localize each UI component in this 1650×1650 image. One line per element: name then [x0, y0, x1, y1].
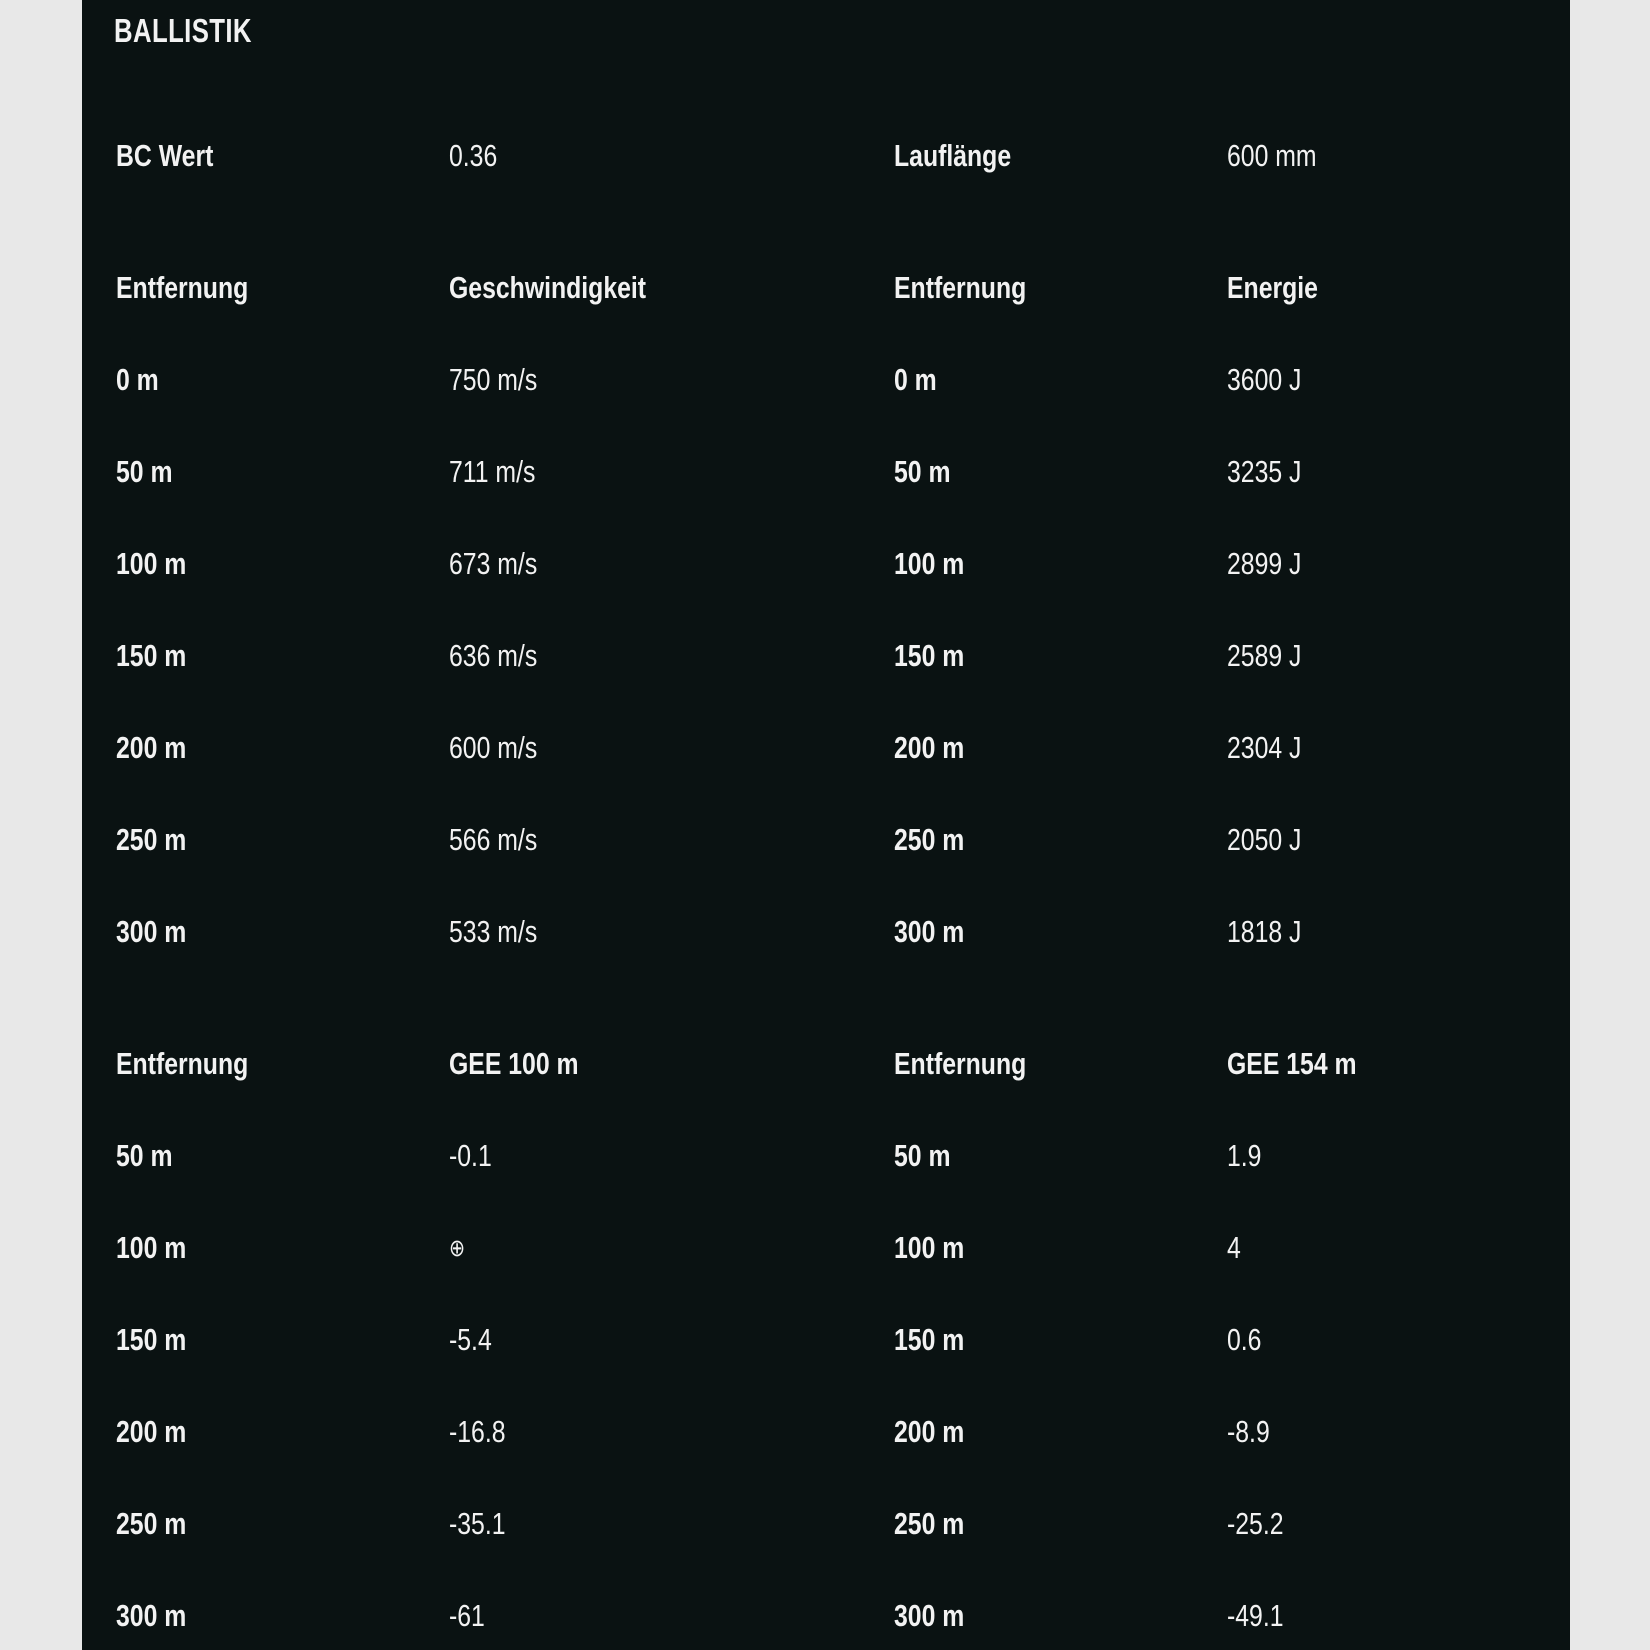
- table-row: [82, 360, 1570, 400]
- drop-cell: -61: [449, 1598, 485, 1633]
- distance-cell: 200 m: [116, 1414, 187, 1449]
- distance-cell: 50 m: [116, 1138, 173, 1173]
- bc-label: BC Wert: [116, 138, 214, 173]
- distance-cell: 300 m: [116, 914, 187, 949]
- drop-cell: -49.1: [1227, 1598, 1284, 1633]
- distance-cell: 100 m: [894, 546, 965, 581]
- distance-cell: 100 m: [116, 1230, 187, 1265]
- header-distance: Entfernung: [116, 270, 249, 305]
- velocity-cell: 750 m/s: [449, 362, 538, 397]
- specs-row: [82, 136, 1570, 176]
- table-row: [82, 1596, 1570, 1636]
- table-row: [82, 1320, 1570, 1360]
- table-row: [82, 1136, 1570, 1176]
- distance-cell: 0 m: [894, 362, 937, 397]
- distance-cell: 250 m: [116, 1506, 187, 1541]
- energy-cell: 3600 J: [1227, 362, 1302, 397]
- distance-cell: 50 m: [894, 1138, 951, 1173]
- barrel-length-label: Lauflänge: [894, 138, 1012, 173]
- distance-cell: 50 m: [894, 454, 951, 489]
- energy-cell: 2899 J: [1227, 546, 1302, 581]
- velocity-cell: 566 m/s: [449, 822, 538, 857]
- distance-cell: 200 m: [894, 1414, 965, 1449]
- energy-cell: 2304 J: [1227, 730, 1302, 765]
- header-energy: Energie: [1227, 270, 1318, 305]
- distance-cell: 250 m: [894, 822, 965, 857]
- velocity-cell: 600 m/s: [449, 730, 538, 765]
- distance-cell: 300 m: [116, 1598, 187, 1633]
- header-gee-100: GEE 100 m: [449, 1046, 579, 1081]
- drop-cell: 0.6: [1227, 1322, 1262, 1357]
- drop-cell: -25.2: [1227, 1506, 1284, 1541]
- energy-cell: 2050 J: [1227, 822, 1302, 857]
- energy-cell: 1818 J: [1227, 914, 1302, 949]
- header-gee-154: GEE 154 m: [1227, 1046, 1357, 1081]
- distance-cell: 200 m: [894, 730, 965, 765]
- drop-cell: 4: [1227, 1230, 1241, 1265]
- distance-cell: 300 m: [894, 1598, 965, 1633]
- header-distance: Entfernung: [894, 1046, 1027, 1081]
- barrel-length-value: 600 mm: [1227, 138, 1317, 173]
- distance-cell: 100 m: [116, 546, 187, 581]
- table-header: [82, 268, 1570, 308]
- table-row: [82, 1504, 1570, 1544]
- section-title: BALLISTIK: [114, 12, 252, 49]
- distance-cell: 150 m: [116, 638, 187, 673]
- drop-cell: -0.1: [449, 1138, 492, 1173]
- drop-cell: -8.9: [1227, 1414, 1270, 1449]
- bc-value: 0.36: [449, 138, 498, 173]
- table-row: [82, 728, 1570, 768]
- table-row: [82, 912, 1570, 952]
- table-row: [82, 452, 1570, 492]
- velocity-cell: 673 m/s: [449, 546, 538, 581]
- table-header: [82, 1044, 1570, 1084]
- drop-cell: -35.1: [449, 1506, 506, 1541]
- table-row: [82, 1228, 1570, 1268]
- ballistics-panel: [82, 0, 1570, 1650]
- distance-cell: 150 m: [116, 1322, 187, 1357]
- header-velocity: Geschwindigkeit: [449, 270, 647, 305]
- distance-cell: 100 m: [894, 1230, 965, 1265]
- velocity-cell: 533 m/s: [449, 914, 538, 949]
- velocity-cell: 711 m/s: [449, 454, 536, 489]
- table-row: [82, 820, 1570, 860]
- table-row: [82, 636, 1570, 676]
- distance-cell: 0 m: [116, 362, 159, 397]
- distance-cell: 150 m: [894, 1322, 965, 1357]
- table-row: [82, 1412, 1570, 1452]
- drop-cell: -16.8: [449, 1414, 506, 1449]
- distance-cell: 250 m: [894, 1506, 965, 1541]
- velocity-cell: 636 m/s: [449, 638, 538, 673]
- distance-cell: 150 m: [894, 638, 965, 673]
- distance-cell: 200 m: [116, 730, 187, 765]
- distance-cell: 250 m: [116, 822, 187, 857]
- header-distance: Entfernung: [894, 270, 1027, 305]
- table-row: [82, 544, 1570, 584]
- crosshair-icon: ⊕: [449, 1234, 466, 1262]
- drop-cell: -5.4: [449, 1322, 492, 1357]
- energy-cell: 2589 J: [1227, 638, 1302, 673]
- distance-cell: 300 m: [894, 914, 965, 949]
- energy-cell: 3235 J: [1227, 454, 1302, 489]
- header-distance: Entfernung: [116, 1046, 249, 1081]
- drop-cell: 1.9: [1227, 1138, 1262, 1173]
- distance-cell: 50 m: [116, 454, 173, 489]
